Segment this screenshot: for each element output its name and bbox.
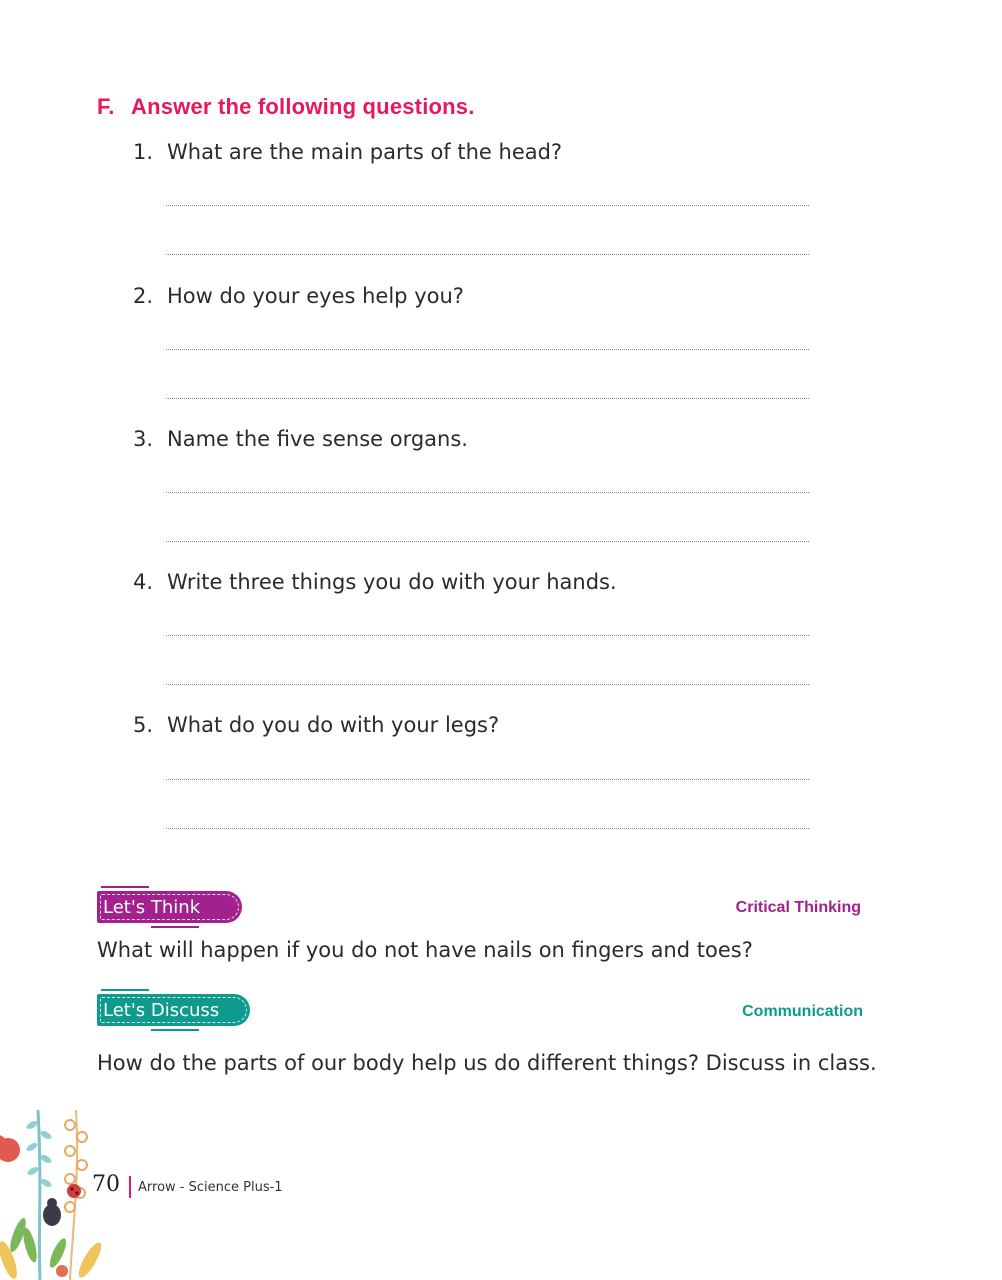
answer-line[interactable] [166, 254, 809, 255]
question-text: How do your eyes help you? [167, 284, 464, 308]
question-number: 4. [133, 570, 154, 594]
lets-discuss-badge [97, 994, 250, 1026]
answer-line[interactable] [166, 349, 809, 350]
answer-line[interactable] [166, 828, 809, 829]
badge-decoration [101, 886, 149, 888]
lets-discuss-label: Let's Discuss [103, 999, 220, 1021]
section-title: Answer the following questions. [131, 94, 475, 119]
question-text: What are the main parts of the head? [167, 140, 563, 164]
section-letter: F. [97, 94, 115, 119]
question-1 [133, 140, 562, 164]
question-2 [133, 284, 464, 308]
section-heading [97, 94, 475, 120]
answer-line[interactable] [166, 684, 809, 685]
question-number: 5. [133, 713, 154, 737]
badge-decoration [101, 989, 149, 991]
question-text: What do you do with your legs? [167, 713, 500, 737]
question-number: 2. [133, 284, 154, 308]
critical-thinking-label: Critical Thinking [735, 899, 861, 916]
lets-think-prompt: What will happen if you do not have nails on fingers and toes? [97, 938, 753, 962]
badge-decoration [151, 1029, 199, 1031]
answer-line[interactable] [166, 779, 809, 780]
question-number: 3. [133, 427, 154, 451]
question-5 [133, 713, 499, 737]
lets-think-badge [97, 891, 242, 923]
communication-label: Communication [742, 1003, 863, 1020]
question-text: Name the five sense organs. [167, 427, 468, 451]
question-text: Write three things you do with your hands. [167, 570, 617, 594]
answer-line[interactable] [166, 492, 809, 493]
question-number: 1. [133, 140, 154, 164]
answer-line[interactable] [166, 635, 809, 636]
footer-divider [129, 1176, 131, 1198]
page-number: 70 [92, 1172, 120, 1197]
answer-line[interactable] [166, 398, 809, 399]
lets-discuss-prompt: How do the parts of our body help us do different things? Discuss in class. [97, 1051, 877, 1075]
lets-think-label: Let's Think [103, 896, 201, 918]
question-4 [133, 570, 617, 594]
answer-line[interactable] [166, 205, 809, 206]
question-3 [133, 427, 468, 451]
badge-decoration [151, 926, 199, 928]
book-title: Arrow - Science Plus-1 [138, 1180, 283, 1195]
answer-line[interactable] [166, 541, 809, 542]
